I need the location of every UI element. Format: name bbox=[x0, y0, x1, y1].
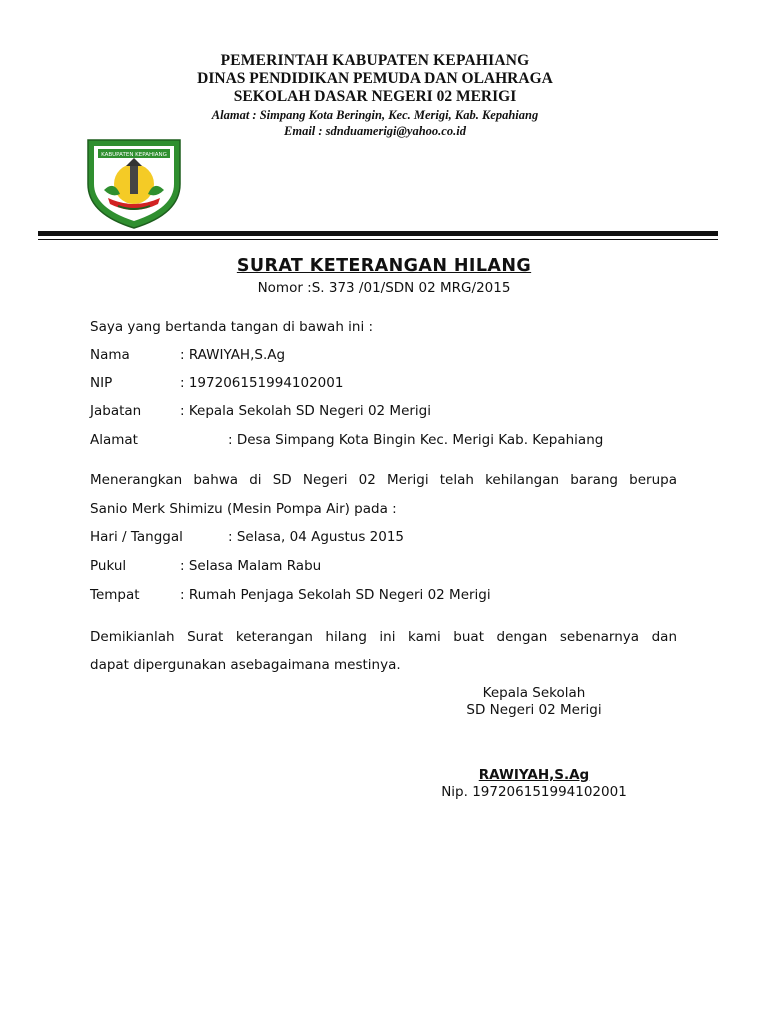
emblem-label: KABUPATEN KEPAHIANG bbox=[101, 152, 167, 158]
alamat-value: : Desa Simpang Kota Bingin Kec. Merigi Kab. Kepahiang bbox=[228, 432, 604, 448]
alamat-label: Alamat bbox=[90, 432, 138, 448]
document-title: SURAT KETERANGAN HILANG bbox=[236, 256, 532, 276]
nip-value: : 197206151994102001 bbox=[180, 375, 344, 391]
document-number: Nomor :S. 373 /01/SDN 02 MRG/2015 bbox=[257, 280, 511, 296]
hari-tanggal-label: Hari / Tanggal bbox=[90, 529, 183, 545]
hari-tanggal-value: : Selasa, 04 Agustus 2015 bbox=[228, 529, 405, 545]
letterhead-divider-thick bbox=[38, 231, 718, 236]
pukul-label: Pukul bbox=[90, 558, 127, 574]
pukul-value: : Selasa Malam Rabu bbox=[180, 558, 322, 574]
nama-label: Nama bbox=[90, 347, 130, 363]
statement-line-2: Sanio Merk Shimizu (Mesin Pompa Air) pada : bbox=[90, 501, 397, 517]
letterhead-department: DINAS PENDIDIKAN PEMUDA DAN OLAHRAGA bbox=[197, 70, 553, 87]
signature-institution: SD Negeri 02 Merigi bbox=[466, 702, 602, 718]
intro-text: Saya yang bertanda tangan di bawah ini : bbox=[90, 319, 374, 335]
tempat-label: Tempat bbox=[90, 587, 140, 603]
closing-line-2: dapat dipergunakan asebagaimana mestinya. bbox=[90, 657, 401, 673]
letterhead-email: Email : sdnduamerigi@yahoo.co.id bbox=[284, 124, 466, 138]
closing-line-1: Demikianlah Surat keterangan hilang ini kami buat dengan sebenarnya dan bbox=[90, 629, 677, 645]
jabatan-value: : Kepala Sekolah SD Negeri 02 Merigi bbox=[180, 403, 431, 419]
signature-position: Kepala Sekolah bbox=[482, 685, 586, 701]
jabatan-label: Jabatan bbox=[90, 403, 142, 419]
signature-nip: Nip. 197206151994102001 bbox=[441, 784, 627, 800]
letterhead-address: Alamat : Simpang Kota Beringin, Kec. Merigi, Kab. Kepahiang bbox=[211, 108, 539, 122]
letterhead-divider-thin bbox=[38, 239, 718, 240]
statement-line-1: Menerangkan bahwa di SD Negeri 02 Merigi telah kehilangan barang berupa bbox=[90, 472, 677, 488]
signature-name: RAWIYAH,S.Ag bbox=[478, 767, 590, 783]
letterhead-government: PEMERINTAH KABUPATEN KEPAHIANG bbox=[220, 52, 530, 69]
nama-value: : RAWIYAH,S.Ag bbox=[180, 347, 286, 363]
regency-emblem-logo bbox=[84, 132, 184, 230]
nip-label: NIP bbox=[90, 375, 113, 391]
tempat-value: : Rumah Penjaga Sekolah SD Negeri 02 Merigi bbox=[180, 587, 491, 603]
letterhead-school: SEKOLAH DASAR NEGERI 02 MERIGI bbox=[233, 88, 517, 105]
